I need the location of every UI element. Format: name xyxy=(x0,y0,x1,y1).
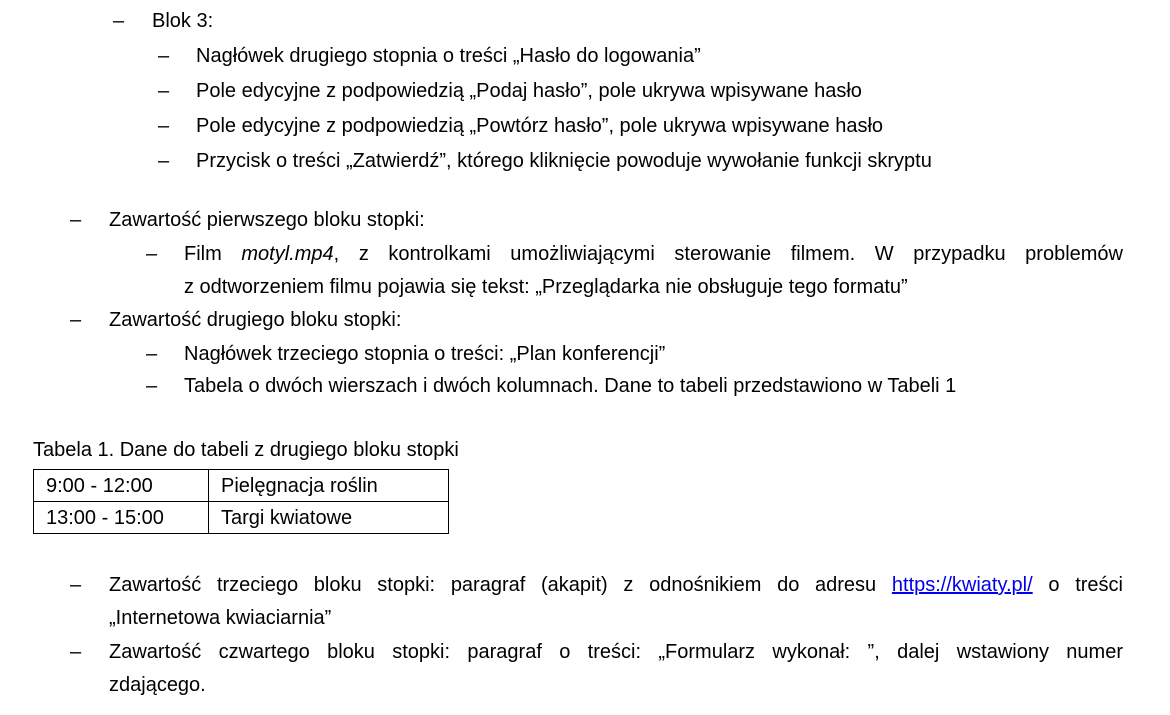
block3-item-dash: – xyxy=(158,150,170,172)
clipped-previous-line xyxy=(0,0,1170,4)
footer2-label: Zawartość drugiego bloku stopki: xyxy=(109,309,402,331)
footer3-line2: „Internetowa kwiaciarnia” xyxy=(109,607,332,629)
footer1-item-dash: – xyxy=(146,243,158,265)
footer4-line1: Zawartość czwartego bloku stopki: paragraf o treści: „Formularz wykonał: ”, dalej wstawiony numer xyxy=(109,641,1123,663)
table-cell-event: Targi kwiatowe xyxy=(209,502,449,534)
footer3-dash: – xyxy=(70,574,82,596)
footer1-dash: – xyxy=(70,209,82,231)
table-cell-time: 9:00 - 12:00 xyxy=(34,470,209,502)
table-row xyxy=(34,502,449,534)
footer4-dash: – xyxy=(70,641,82,663)
table-row xyxy=(34,470,449,502)
block3-item-dash: – xyxy=(158,80,170,102)
block3-dash: – xyxy=(113,10,125,32)
footer2-item-dash: – xyxy=(146,343,158,365)
footer2-dash: – xyxy=(70,309,82,331)
schedule-table xyxy=(33,469,449,534)
block3-item-dash: – xyxy=(158,115,170,137)
footer1-item-line1: Film motyl.mp4, z kontrolkami umożliwiającymi sterowanie filmem. W przypadku problemów xyxy=(184,243,1124,265)
footer2-item-heading: Nagłówek trzeciego stopnia o treści: „Plan konferencji” xyxy=(184,343,666,365)
footer1-item-line2: z odtworzeniem filmu pojawia się tekst: „Przeglądarka nie obsługuje tego formatu” xyxy=(184,276,908,298)
block3-item-dash: – xyxy=(158,45,170,67)
clipped-text-fragment xyxy=(0,0,1170,4)
block3-item-heading: Nagłówek drugiego stopnia o treści „Hasło do logowania” xyxy=(196,45,701,67)
footer2-item-dash: – xyxy=(146,375,158,397)
kwiaty-link[interactable]: https://kwiaty.pl/ xyxy=(891,574,1033,596)
table-cell-event: Pielęgnacja roślin xyxy=(209,470,449,502)
video-filename: motyl.mp4 xyxy=(241,243,334,265)
block3-item-repeat-password-field: Pole edycyjne z podpowiedzią „Powtórz hasło”, pole ukrywa wpisywane hasło xyxy=(196,115,884,137)
block3-item-submit-button: Przycisk o treści „Zatwierdź”, którego kliknięcie powoduje wywołanie funkcji skryptu xyxy=(196,150,932,172)
block3-label: Blok 3: xyxy=(152,10,214,32)
footer2-item-table: Tabela o dwóch wierszach i dwóch kolumnach. Dane to tabeli przedstawiono w Tabeli 1 xyxy=(184,375,957,397)
footer4-line2: zdającego. xyxy=(109,674,206,696)
footer3-line1: Zawartość trzeciego bloku stopki: paragraf (akapit) z odnośnikiem do adresu https://kwiaty.pl/ o treści xyxy=(109,574,1123,596)
table-cell-time: 13:00 - 15:00 xyxy=(34,502,209,534)
table-caption: Tabela 1. Dane do tabeli z drugiego bloku stopki xyxy=(33,439,459,461)
block3-item-password-field: Pole edycyjne z podpowiedzią „Podaj hasło”, pole ukrywa wpisywane hasło xyxy=(196,80,862,102)
footer1-label: Zawartość pierwszego bloku stopki: xyxy=(109,209,425,231)
